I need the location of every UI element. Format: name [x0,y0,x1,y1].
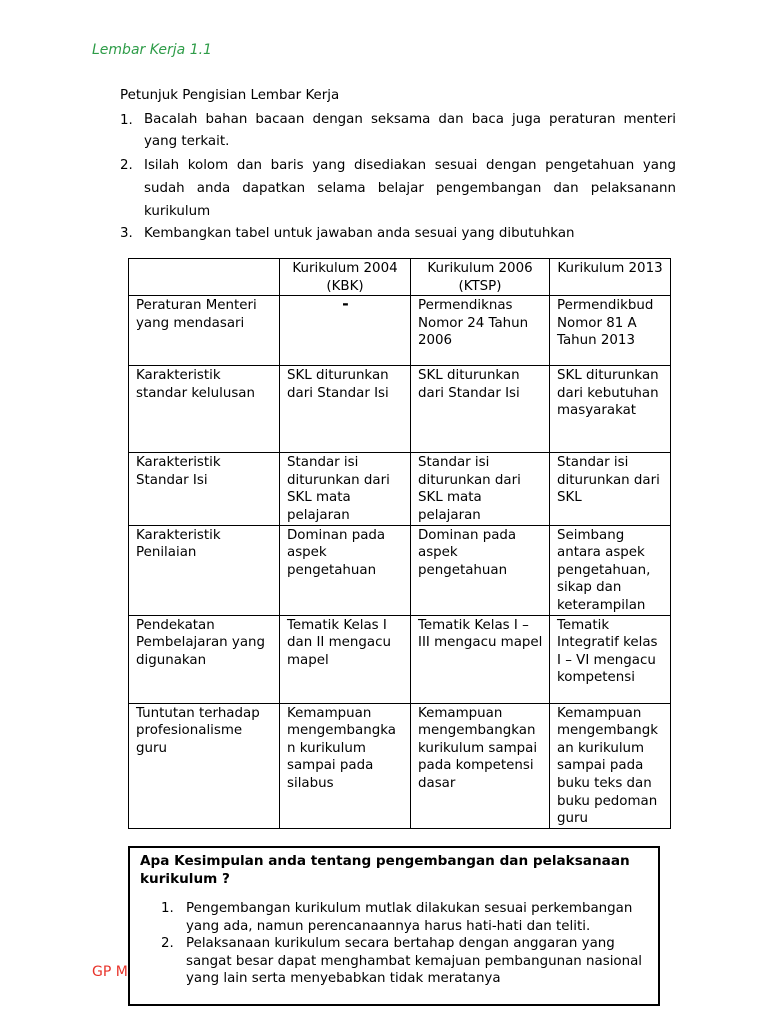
ktsp-cell: SKL diturunkan dari Standar Isi [411,366,550,453]
table-row [129,366,671,453]
conclusion-box [128,846,660,1006]
k13-cell: Seimbang antara aspek pengetahuan, sikap dan keterampilan [550,525,671,615]
table-row [129,615,671,703]
conclusion-item [130,935,644,988]
row-label: Karakteristik Standar Isi [129,453,280,525]
row-label: Peraturan Menteri yang mendasari [129,296,280,366]
ktsp-cell: Dominan pada aspek pengetahuan [411,525,550,615]
kbk-cell: Dominan pada aspek pengetahuan [280,525,411,615]
instruction-item [120,154,676,223]
table-row [129,525,671,615]
instruction-number: 1. [120,113,133,128]
table-row [129,703,671,828]
instructions-section [120,86,676,244]
table-header-ktsp: Kurikulum 2006 (KTSP) [411,259,550,296]
kbk-cell: Kemampuan mengembangkan kurikulum sampai pada silabus [280,703,411,828]
conclusion-text: Pelaksanaan kurikulum secara bertahap dengan anggaran yang sangat besar dapat menghambat kemajuan pembangunan nasional yang lain serta menyebabkan tidak meratanya [186,936,643,987]
kbk-cell: SKL diturunkan dari Standar Isi [280,366,411,453]
instructions-title: Petunjuk Pengisian Lembar Kerja [120,88,340,103]
table-row [129,453,671,525]
k13-cell: Tematik Integratif kelas I – VI mengacu kompetensi [550,615,671,703]
table-header-k13: Kurikulum 2013 [550,259,671,296]
table-header-empty [129,259,280,296]
kbk-cell: Standar isi diturunkan dari SKL mata pelajaran [280,453,411,525]
conclusion-question: Apa Kesimpulan anda tentang pengembangan dan pelaksanaan kurikulum ? [140,853,630,887]
k13-cell: Permendikbud Nomor 81 A Tahun 2013 [550,296,671,366]
ktsp-cell: Permendiknas Nomor 24 Tahun 2006 [411,296,550,366]
conclusion-list [130,900,644,988]
row-label: Karakteristik Penilaian [129,525,280,615]
table-header-kbk: Kurikulum 2004 (KBK) [280,259,411,296]
conclusion-number: 1. [161,901,174,916]
conclusion-item [130,900,644,935]
footer-mark: GP M [92,964,128,980]
table-header-row [129,259,671,296]
ktsp-cell: Tematik Kelas I – III mengacu mapel [411,615,550,703]
instruction-item [120,109,676,153]
instruction-number: 2. [120,158,133,173]
kbk-cell [280,296,411,366]
row-label: Karakteristik standar kelulusan [129,366,280,453]
instruction-text: Isilah kolom dan baris yang disediakan sesuai dengan pengetahuan yang sudah anda dapatkan selama belajar pengembangan dan pelaksanann kurikulum [144,158,676,219]
row-label: Pendekatan Pembelajaran yang digunakan [129,615,280,703]
kbk-cell: Tematik Kelas I dan II mengacu mapel [280,615,411,703]
k13-cell: Standar isi diturunkan dari SKL [550,453,671,525]
row-label: Tuntutan terhadap profesionalisme guru [129,703,280,828]
k13-cell: Kemampuan mengembangkan kurikulum sampai pada buku teks dan buku pedoman guru [550,703,671,828]
instruction-item [120,222,676,245]
ktsp-cell: Standar isi diturunkan dari SKL mata pelajaran [411,453,550,525]
k13-cell: SKL diturunkan dari kebutuhan masyarakat [550,366,671,453]
instruction-text: Bacalah bahan bacaan dengan seksama dan baca juga peraturan menteri yang terkait. [144,112,676,149]
instructions-list [120,109,676,245]
table-row [129,296,671,366]
curriculum-comparison-table [128,258,671,829]
worksheet-label: Lembar Kerja 1.1 [92,42,212,58]
kbk-dash: - [342,295,349,314]
conclusion-number: 2. [161,936,174,952]
instruction-number: 3. [120,226,133,241]
ktsp-cell: Kemampuan mengembangkan kurikulum sampai pada kompetensi dasar [411,703,550,828]
instruction-text: Kembangkan tabel untuk jawaban anda sesuai yang dibutuhkan [144,226,575,241]
conclusion-text: Pengembangan kurikulum mutlak dilakukan sesuai perkembangan yang ada, namun perencanaannya harus hati-hati dan teliti. [186,901,633,934]
